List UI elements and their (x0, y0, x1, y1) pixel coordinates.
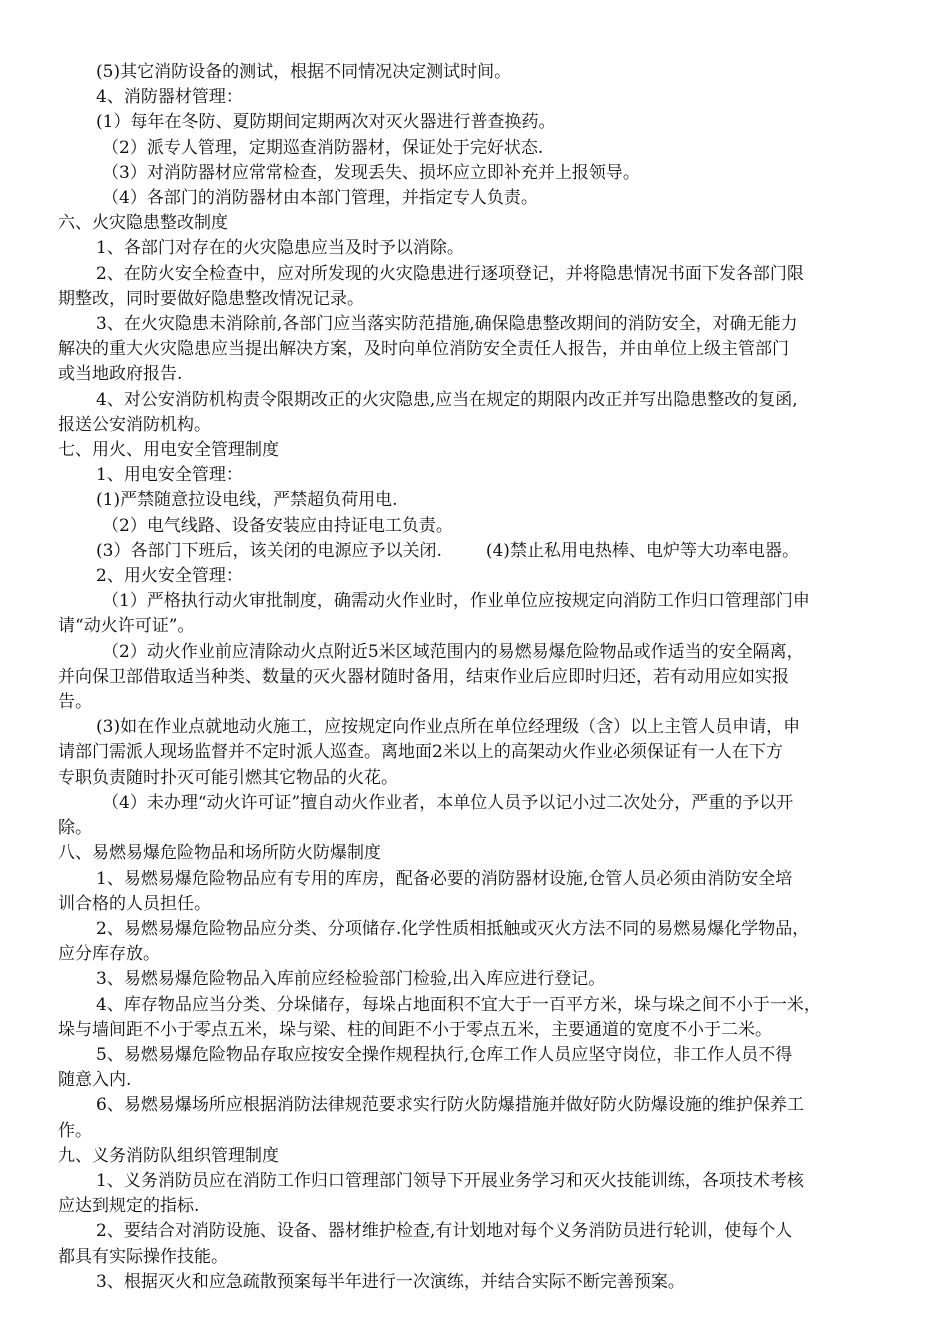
text-line: 解决的重大火灾隐患应当提出解决方案，及时向单位消防安全责任人报告，并由单位上级主管部门 (58, 339, 789, 360)
text-line: 4、对公安消防机构责令限期改正的火灾隐患,应当在规定的期限内改正并写出隐患整改的复函, (96, 389, 798, 410)
text-line: 1、各部门对存在的火灾隐患应当及时予以消除。 (96, 238, 464, 259)
section-heading: 七、用火、用电安全管理制度 (58, 440, 279, 461)
text-line: （2）动火作业前应清除动火点附近5米区域范围内的易燃易爆危险物品或作适当的安全隔离， (102, 641, 804, 662)
text-line: (5)其它消防设备的测试，根据不同情况决定测试时间。 (96, 62, 512, 82)
text-line: （2）派专人管理，定期巡查消防器材，保证处于完好状态. (102, 137, 544, 158)
text-line: 应达到规定的指标. (58, 1196, 200, 1217)
text-line: 2、要结合对消防设施、设备、器材维护检查,有计划地对每个义务消防员进行轮训，使每个人 (96, 1221, 793, 1242)
text-line: 2、易燃易爆危险物品应分类、分项储存.化学性质相抵触或灭火方法不同的易燃易爆化学物品， (96, 918, 810, 939)
text-line: 3、在火灾隐患未消除前,各部门应当落实防范措施,确保隐患整改期间的消防安全，对确无能力 (96, 314, 798, 335)
text-line: （3）对消防器材应常常检查，发现丢失、损坏应立即补充并上报领导。 (102, 162, 640, 183)
text-line: 报送公安消防机构。 (58, 414, 211, 435)
text-line: 3、根据灭火和应急疏散预案每半年进行一次演练，并结合实际不断完善预案。 (96, 1271, 685, 1292)
text-line: （1）严格执行动火审批制度，确需动火作业时，作业单位应按规定向消防工作归口管理部门申 (102, 591, 810, 612)
text-line: 或当地政府报告. (58, 364, 183, 385)
text-line: 随意入内. (58, 1070, 132, 1091)
text-line: 4、消防器材管理： (96, 87, 243, 108)
text-line: 6、易燃易爆场所应根据消防法律规范要求实行防火防爆措施并做好防火防爆设施的维护保养工 (96, 1095, 804, 1116)
text-line: 训合格的人员担任。 (58, 893, 211, 914)
text-line: （4）各部门的消防器材由本部门管理，并指定专人负责。 (102, 188, 538, 209)
text-line: 2、用火安全管理： (96, 566, 243, 587)
text-line: 除。 (58, 818, 92, 839)
text-line: 请“动火许可证”。 (58, 616, 195, 637)
text-fragment: (4)禁止私用电热棒、电炉等大功率电器。 (485, 540, 799, 561)
section-heading: 六、火灾隐患整改制度 (58, 213, 228, 234)
text-line: (3)如在作业点就地动火施工，应按规定向作业点所在单位经理级（含）以上主管人员申请，申 (96, 717, 801, 738)
text-line: 期整改，同时要做好隐患整改情况记录。 (58, 288, 364, 309)
text-line: (1)严禁随意拉设电线，严禁超负荷用电. (96, 490, 398, 511)
text-line: 作。 (58, 1120, 92, 1141)
text-line: （2）电气线路、设备安装应由持证电工负责。 (102, 515, 453, 536)
text-line: 1、易燃易爆危险物品应有专用的库房，配备必要的消防器材设施,仓管人员必须由消防安全培 (96, 868, 793, 889)
text-line: 请部门需派人现场监督并不定时派人巡查。离地面2米以上的高架动火作业必须保证有一人在下方 (58, 742, 783, 763)
text-line (58, 539, 890, 564)
text-line: 并向保卫部借取适当种类、数量的灭火器材随时备用，结束作业后应即时归还，若有动用应如实报 (58, 666, 789, 687)
text-line: 2、在防火安全检查中，应对所发现的火灾隐患进行逐项登记，并将隐患情况书面下发各部门限 (96, 263, 804, 284)
text-line: 告。 (58, 692, 92, 713)
text-line: 3、易燃易爆危险物品入库前应经检验部门检验,出入库应进行登记。 (96, 969, 606, 990)
text-line: 都具有实际操作技能。 (58, 1246, 228, 1267)
section-heading: 八、易燃易爆危险物品和场所防火防爆制度 (58, 843, 381, 864)
section-heading: 九、义务消防队组织管理制度 (58, 1145, 279, 1166)
text-line: 5、易燃易爆危险物品存取应按安全操作规程执行,仓库工作人员应坚守岗位，非工作人员不得 (96, 1044, 793, 1065)
text-fragment: (3）各部门下班后，该关闭的电源应予以关闭. (96, 540, 442, 561)
text-line: 4、库存物品应当分类、分垛储存，每垛占地面积不宜大于一百平方米，垛与垛之间不小于一米， (96, 994, 821, 1015)
text-line: （4）未办理“动火许可证”擅自动火作业者，本单位人员予以记小过二次处分，严重的予以开 (102, 792, 794, 813)
text-line: 专职负责随时扑灭可能引燃其它物品的火花。 (58, 767, 398, 788)
text-line: 1、义务消防员应在消防工作归口管理部门领导下开展业务学习和灭火技能训练，各项技术考核 (96, 1170, 804, 1191)
text-line: 垛与墙间距不小于零点五米，垛与梁、柱的间距不小于零点五米，主要通道的宽度不小于二米。 (58, 1019, 772, 1040)
text-line: (1）每年在冬防、夏防期间定期两次对灭火器进行普查换药。 (96, 112, 556, 133)
text-line: 应分库存放。 (58, 944, 160, 965)
text-line: 1、用电安全管理： (96, 465, 243, 486)
